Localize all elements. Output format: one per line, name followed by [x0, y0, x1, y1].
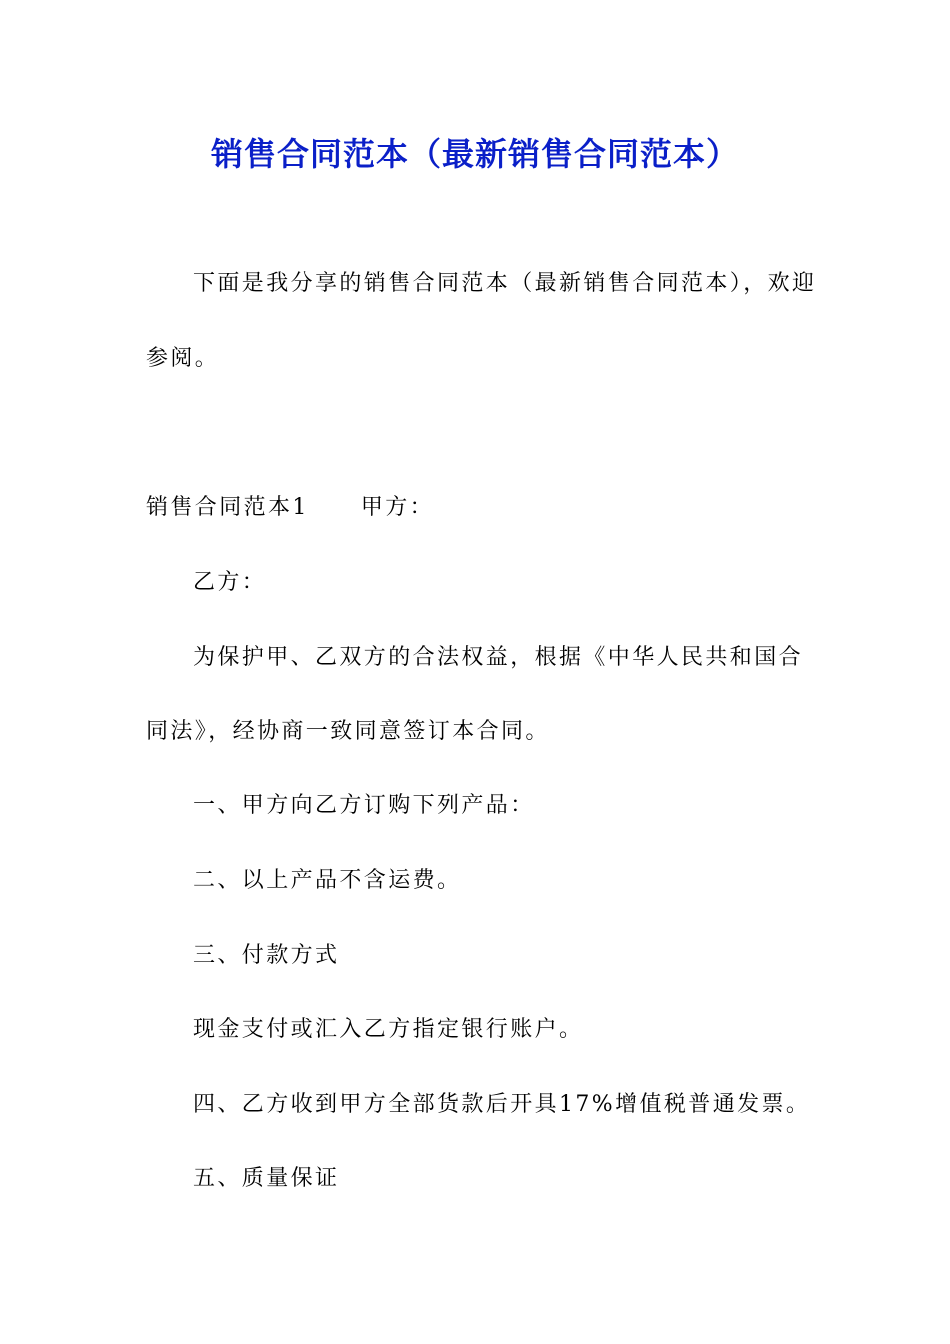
section-heading: 销售合同范本1	[146, 495, 309, 520]
clause-4: 四、乙方收到甲方全部货款后开具17%增值税普通发票。	[193, 1092, 811, 1117]
document-title: 销售合同范本（最新销售合同范本）	[210, 135, 739, 173]
intro-line-1: 下面是我分享的销售合同范本（最新销售合同范本），欢迎	[193, 271, 817, 296]
clause-3-detail: 现金支付或汇入乙方指定银行账户。	[193, 1017, 584, 1042]
section-heading-row	[146, 492, 434, 524]
intro-line-2: 参阅。	[146, 346, 220, 371]
clause-1: 一、甲方向乙方订购下列产品：	[193, 793, 535, 818]
party-b-label: 乙方：	[193, 570, 267, 595]
party-a-label: 甲方：	[360, 495, 435, 520]
clause-5: 五、质量保证	[193, 1166, 340, 1191]
paragraph-1-line-2: 同法》，经协商一致同意签订本合同。	[146, 719, 550, 744]
clause-2: 二、以上产品不含运费。	[193, 868, 462, 893]
paragraph-1-line-1: 为保护甲、乙双方的合法权益，根据《中华人民共和国合	[193, 645, 804, 670]
clause-3: 三、付款方式	[193, 943, 340, 968]
